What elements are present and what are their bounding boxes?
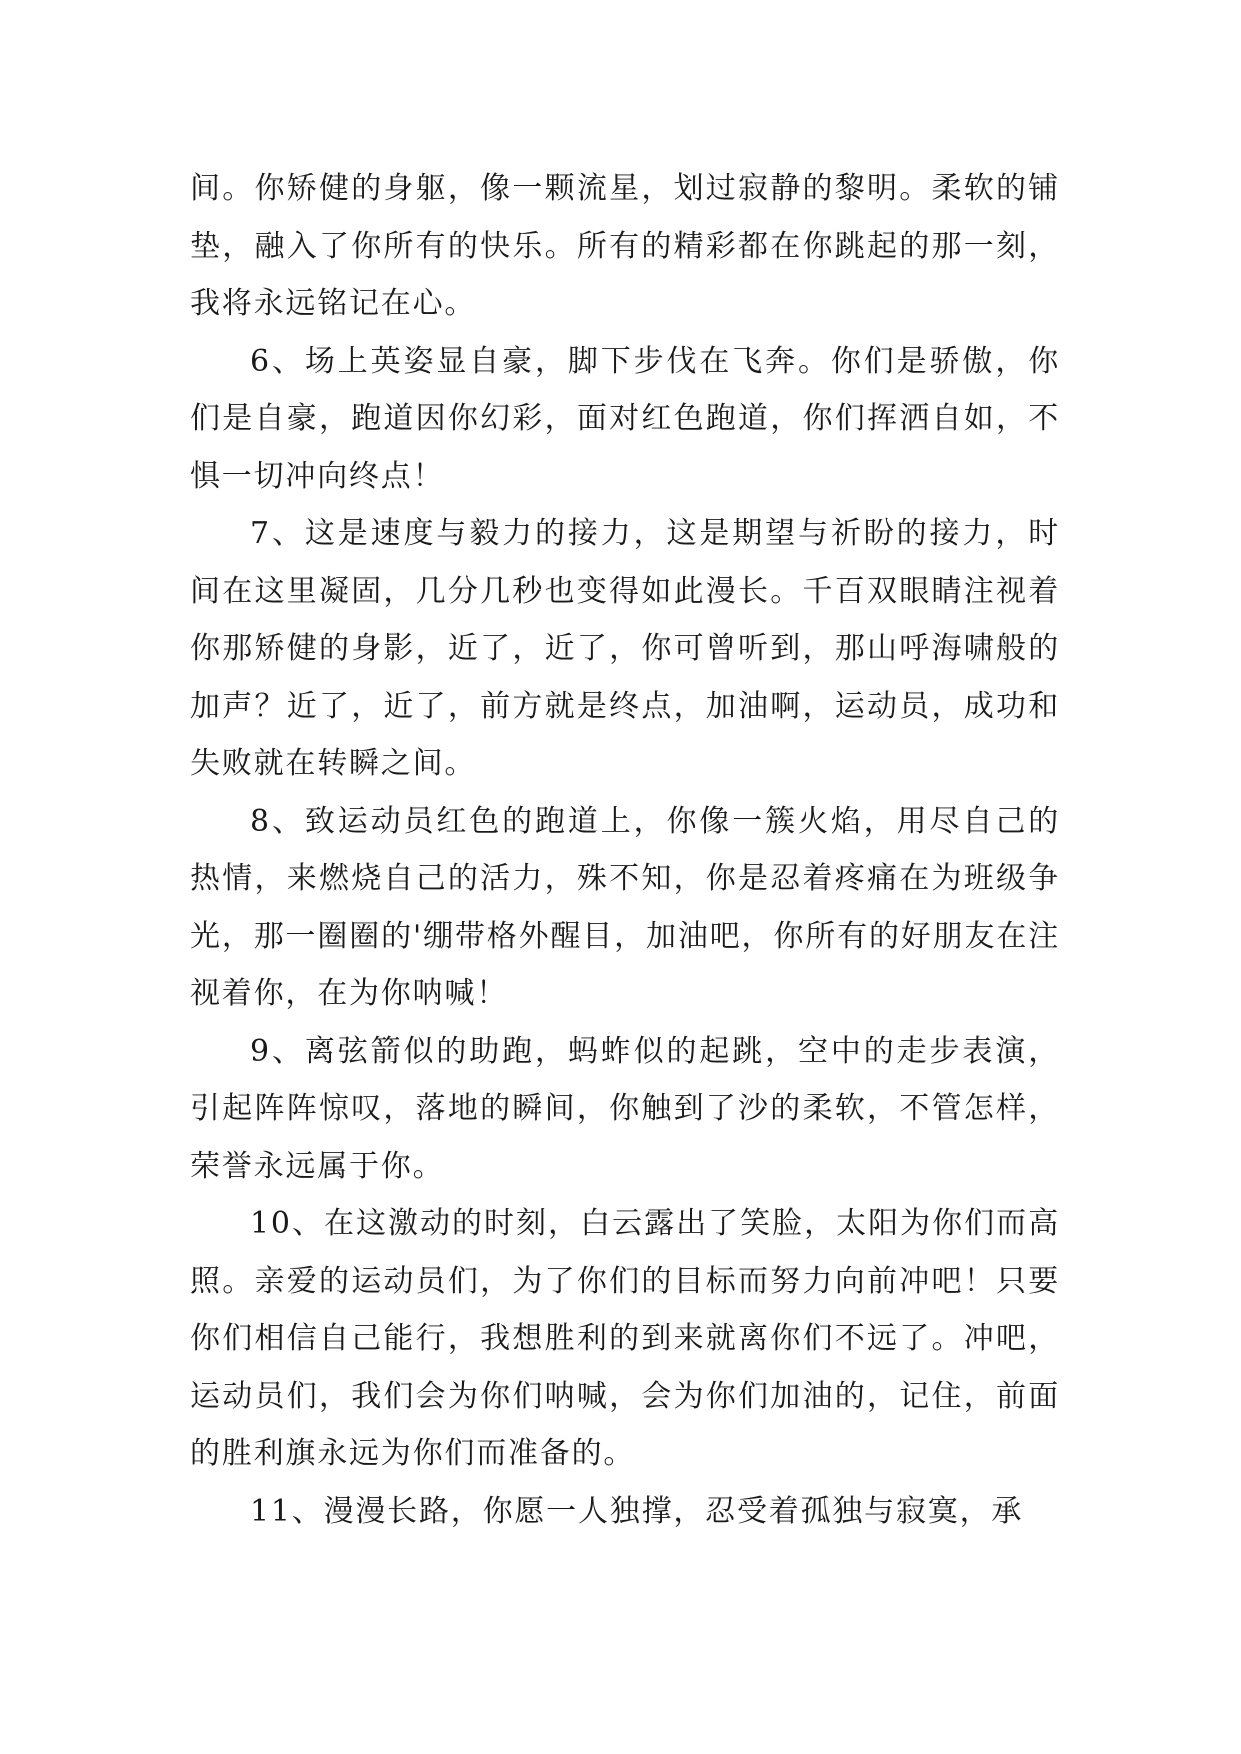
paragraph-item-8: 8、致运动员红色的跑道上，你像一簇火焰，用尽自己的热情，来燃烧自己的活力，殊不知，你是忍着疼痛在为班级争光，那一圈圈的'绷带格外醒目，加油吧，你所有的好朋友在注视着你，在为你呐喊！: [190, 803, 1060, 1011]
paragraph-item-7: 7、这是速度与毅力的接力，这是期望与祈盼的接力，时间在这里凝固，几分几秒也变得如此漫长。千百双眼睛注视着你那矫健的身影，近了，近了，你可曾听到，那山呼海啸般的加声？近了，近了，前方就是终点，加油啊，运动员，成功和失败就在转瞬之间。: [190, 516, 1060, 781]
paragraph-item-10: 10、在这激动的时刻，白云露出了笑脸，太阳为你们而高照。亲爱的运动员们，为了你们的目标而努力向前冲吧！只要你们相信自己能行，我想胜利的到来就离你们不远了。冲吧，运动员们，我们会为你们呐喊，会为你们加油的，记住，前面的胜利旗永远为你们而准备的。: [190, 1206, 1060, 1471]
paragraph-continuation: 间。你矫健的身躯，像一颗流星，划过寂静的黎明。柔软的铺垫，融入了你所有的快乐。所有的精彩都在你跳起的那一刻，我将永远铭记在心。: [190, 171, 1060, 321]
paragraph-item-11: 11、漫漫长路，你愿一人独撑，忍受着孤独与寂寞，承: [250, 1493, 1024, 1529]
paragraph-item-9: 9、离弦箭似的助跑，蚂蚱似的起跳，空中的走步表演，引起阵阵惊叹，落地的瞬间，你触到了沙的柔软，不管怎样，荣誉永远属于你。: [190, 1033, 1060, 1184]
paragraph-item-6: 6、场上英姿显自豪，脚下步伐在飞奔。你们是骄傲，你们是自豪，跑道因你幻彩，面对红色跑道，你们挥洒自如，不惧一切冲向终点！: [190, 343, 1060, 494]
document-body: [190, 160, 1060, 1540]
